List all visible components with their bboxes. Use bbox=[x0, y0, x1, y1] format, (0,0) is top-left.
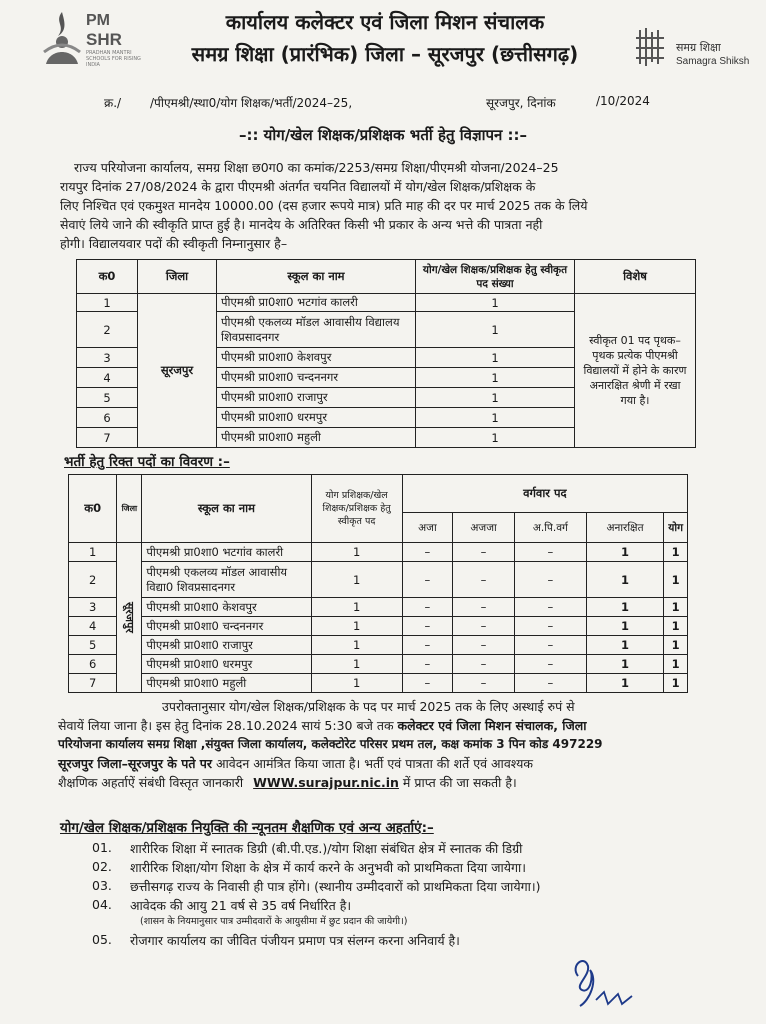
table-row bbox=[69, 674, 688, 693]
col-header: योग प्रशिक्षक/खेल शिक्षक/प्रशिक्षक हेतु स्वीकृत पद bbox=[311, 475, 402, 543]
st-cell: – bbox=[453, 674, 515, 693]
st-cell: – bbox=[453, 636, 515, 655]
sn-cell: 5 bbox=[69, 636, 117, 655]
table-row bbox=[77, 294, 696, 312]
intro-line: रायपुर दिनांक 27/08/2024 के द्वारा पीएमश्री अंतर्गत चयनित विद्यालयों में योग/खेल शिक्षक/प्रशिक्षक के bbox=[60, 179, 536, 194]
requirement-item bbox=[0, 840, 766, 858]
sub-header: अनारक्षित bbox=[586, 513, 663, 543]
school-cell: पीएमश्री प्रा0शा0 राजापुर bbox=[142, 636, 311, 655]
sub-header: अजा bbox=[402, 513, 452, 543]
school-cell: पीएमश्री प्रा0शा0 भटगांव कालरी bbox=[142, 543, 311, 562]
obc-cell: – bbox=[515, 598, 587, 617]
sn-cell: 1 bbox=[69, 543, 117, 562]
school-cell: पीएमश्री प्रा0शा0 महुली bbox=[142, 674, 311, 693]
req-num: 02. bbox=[92, 859, 112, 874]
posts-cell: 1 bbox=[416, 408, 575, 428]
vacancy-table bbox=[68, 474, 688, 693]
sn-cell: 6 bbox=[77, 408, 138, 428]
total-cell: 1 bbox=[664, 636, 688, 655]
col-header: क0 bbox=[69, 475, 117, 543]
col-header: वर्गवार पद bbox=[402, 475, 687, 513]
total-cell: 1 bbox=[664, 543, 688, 562]
posts-cell: 1 bbox=[416, 294, 575, 312]
sub-header: योग bbox=[664, 513, 688, 543]
para-line bbox=[58, 716, 710, 735]
table-row bbox=[69, 655, 688, 674]
sub-header: अ.पि.वर्ग bbox=[515, 513, 587, 543]
para-line: परियोजना कार्यालय समग्र शिक्षा ,संयुक्त जिला कार्यालय, कलेक्टोरेट परिसर प्रथम तल, कक्ष कमांक 3 पिन कोड 497229 bbox=[58, 737, 603, 751]
obc-cell: – bbox=[515, 543, 587, 562]
sn-cell: 2 bbox=[69, 562, 117, 598]
intro-line: होगी। विद्यालयवार पदों की स्वीकृती निम्नानुसार है– bbox=[60, 236, 288, 251]
posts-cell: 1 bbox=[416, 388, 575, 408]
total-cell: 1 bbox=[664, 617, 688, 636]
req-text: रोजगार कार्यालय का जीवित पंजीयन प्रमाण पत्र संलग्न करना अनिवार्य है। bbox=[130, 933, 460, 948]
ur-cell: 1 bbox=[586, 674, 663, 693]
para-text: आवेदन आमंत्रित किया जाता है। भर्ती एवं पात्रता की शर्ते एवं आवश्यक bbox=[212, 756, 533, 771]
total-cell: 1 bbox=[664, 655, 688, 674]
school-cell: पीएमश्री एकलव्य मॉडल आवासीय विद्यालय शिवप्रसादनगर bbox=[217, 312, 416, 348]
col-header: स्कूल का नाम bbox=[217, 260, 416, 294]
col-header: विशेष bbox=[575, 260, 696, 294]
st-cell: – bbox=[453, 562, 515, 598]
st-cell: – bbox=[453, 543, 515, 562]
sn-cell: 6 bbox=[69, 655, 117, 674]
posts-cell: 1 bbox=[311, 598, 402, 617]
sc-cell: – bbox=[402, 636, 452, 655]
ref-code: /पीएमश्री/स्था0/योग शिक्षक/भर्ती/2024–25, bbox=[150, 96, 353, 110]
sc-cell: – bbox=[402, 674, 452, 693]
grid-pencil-icon bbox=[636, 26, 664, 68]
para-line: उपरोक्तानुसार योग/खेल शिक्षक/प्रशिक्षक के पद पर मार्च 2025 तक के लिए अस्थाई रुपं से bbox=[162, 699, 575, 714]
sc-cell: – bbox=[402, 543, 452, 562]
school-cell: पीएमश्री प्रा0शा0 चन्दननगर bbox=[217, 368, 416, 388]
table-row bbox=[69, 617, 688, 636]
sn-cell: 7 bbox=[69, 674, 117, 693]
posts-cell: 1 bbox=[311, 543, 402, 562]
req-text: छत्तीसगढ़ राज्य के निवासी ही पात्र होंगे। (स्थानीय उम्मीदवारों को प्राथमिकता दिया जायेगा।) bbox=[130, 879, 541, 894]
requirements-heading: योग/खेल शिक्षक/प्रशिक्षक नियुक्ति की न्यूनतम शैक्षणिक एवं अन्य अहर्ताएं:– bbox=[60, 820, 434, 836]
posts-cell: 1 bbox=[416, 428, 575, 448]
col-header: जिला bbox=[117, 475, 142, 543]
total-cell: 1 bbox=[664, 598, 688, 617]
samagra-shiksha-logo bbox=[636, 26, 664, 68]
table-row bbox=[69, 562, 688, 598]
req-text: आवेदक की आयु 21 वर्ष से 35 वर्ष निर्धारित है। bbox=[130, 898, 352, 913]
ur-cell: 1 bbox=[586, 617, 663, 636]
posts-cell: 1 bbox=[311, 636, 402, 655]
sc-cell: – bbox=[402, 655, 452, 674]
ur-cell: 1 bbox=[586, 598, 663, 617]
para-line bbox=[58, 773, 710, 792]
col-header: योग/खेल शिक्षक/प्रशिक्षक हेतु स्वीकृत पद संख्या bbox=[416, 260, 575, 294]
sn-cell: 3 bbox=[69, 598, 117, 617]
para-text: में प्राप्त की जा सकती है। bbox=[398, 775, 517, 790]
remark-cell: स्वीकृत 01 पद पृथक–पृथक प्रत्येक पीएमश्री विद्यालयों में होने के कारण अनारक्षित श्रेणी में रखा गया है। bbox=[575, 294, 696, 448]
signature bbox=[560, 946, 660, 1016]
office-subtitle: समग्र शिक्षा (प्रारंभिक) जिला – सूरजपुर (छत्तीसगढ़) bbox=[191, 42, 579, 66]
application-paragraph bbox=[58, 697, 710, 792]
posts-cell: 1 bbox=[416, 312, 575, 348]
obc-cell: – bbox=[515, 674, 587, 693]
sn-cell: 5 bbox=[77, 388, 138, 408]
intro-line: राज्य परियोजना कार्यालय, समग्र शिक्षा छ0ग0 का कमांक/2253/समग्र शिक्षा/पीएमश्री योजना/2024–25 bbox=[74, 160, 559, 175]
advertisement-heading: –:: योग/खेल शिक्षक/प्रशिक्षक भर्ती हेतु विज्ञापन ::– bbox=[238, 126, 528, 144]
school-cell: पीएमश्री प्रा0शा0 भटगांव कालरी bbox=[217, 294, 416, 312]
samagra-hindi: समग्र शिक्षा bbox=[676, 41, 721, 54]
samagra-english: Samagra Shiksh bbox=[676, 56, 750, 67]
req-num: 01. bbox=[92, 840, 112, 855]
total-cell: 1 bbox=[664, 562, 688, 598]
sn-cell: 2 bbox=[77, 312, 138, 348]
age-relaxation-note: (शासन के नियमानुसार पात्र उम्मीदवारों के आयुसीमा में छुट प्रदान की जायेगी।) bbox=[140, 916, 408, 927]
school-cell: पीएमश्री प्रा0शा0 केशवपुर bbox=[142, 598, 311, 617]
col-header: स्कूल का नाम bbox=[142, 475, 311, 543]
school-cell: पीएमश्री प्रा0शा0 राजापुर bbox=[217, 388, 416, 408]
posts-cell: 1 bbox=[311, 655, 402, 674]
st-cell: – bbox=[453, 598, 515, 617]
district-cell: सूरजपुर bbox=[138, 294, 217, 448]
vacancy-heading: भर्ती हेतु रिक्त पदों का विवरण :– bbox=[64, 454, 230, 470]
sn-cell: 1 bbox=[77, 294, 138, 312]
website-link[interactable]: WWW.surajpur.nic.in bbox=[253, 775, 399, 790]
posts-cell: 1 bbox=[416, 348, 575, 368]
requirement-item bbox=[0, 878, 766, 896]
school-cell: पीएमश्री प्रा0शा0 महुली bbox=[217, 428, 416, 448]
intro-line: लिए निश्चित एवं एकमुश्त मानदेय 10000.00 (दस हजार रूपये मात्र) प्रति माह की दर पर मार्च 2025 तक के लिये bbox=[60, 198, 588, 213]
ref-kra: क्र./ bbox=[104, 96, 122, 110]
ref-place-date: सूरजपुर, दिनांक bbox=[486, 96, 556, 110]
school-cell: पीएमश्री प्रा0शा0 केशवपुर bbox=[217, 348, 416, 368]
intro-line: सेवाएं लिये जाने की स्वीकृति प्राप्त हुई है। मानदेय के अतिरिक्त किसी भी प्रकार के अन्य भत्ते की पात्रता नही bbox=[60, 217, 543, 232]
req-text: शारीरिक शिक्षा में स्नातक डिग्री (बी.पी.एड.)/योग शिक्षा संबंधित क्षेत्र में स्नातक की डिग्री bbox=[130, 841, 523, 856]
ur-cell: 1 bbox=[586, 655, 663, 674]
sn-cell: 3 bbox=[77, 348, 138, 368]
para-text: शैक्षणिक अहर्ताऐं संबंधी विस्तृत जानकारी bbox=[58, 775, 248, 790]
ur-cell: 1 bbox=[586, 543, 663, 562]
posts-cell: 1 bbox=[311, 674, 402, 693]
ur-cell: 1 bbox=[586, 562, 663, 598]
sn-cell: 4 bbox=[77, 368, 138, 388]
office-title: कार्यालय कलेक्टर एवं जिला मिशन संचालक bbox=[225, 10, 545, 34]
col-header: क0 bbox=[77, 260, 138, 294]
table-row bbox=[69, 636, 688, 655]
req-num: 03. bbox=[92, 878, 112, 893]
sanction-table bbox=[76, 259, 696, 448]
school-cell: पीएमश्री प्रा0शा0 धरमपुर bbox=[217, 408, 416, 428]
sn-cell: 4 bbox=[69, 617, 117, 636]
posts-cell: 1 bbox=[416, 368, 575, 388]
req-num: 05. bbox=[92, 932, 112, 947]
requirement-item bbox=[0, 897, 766, 915]
sub-header: अजजा bbox=[453, 513, 515, 543]
table-row bbox=[69, 598, 688, 617]
posts-cell: 1 bbox=[311, 562, 402, 598]
sn-cell: 7 bbox=[77, 428, 138, 448]
logo-shr-text: SHR bbox=[86, 30, 122, 49]
sc-cell: – bbox=[402, 617, 452, 636]
req-text: शारीरिक शिक्षा/योग शिक्षा के क्षेत्र में कार्य करने के अनुभवी को प्राथमिकता दिया जायेगा। bbox=[130, 860, 527, 875]
intro-paragraph bbox=[60, 158, 710, 253]
school-cell: पीएमश्री प्रा0शा0 धरमपुर bbox=[142, 655, 311, 674]
ur-cell: 1 bbox=[586, 636, 663, 655]
total-cell: 1 bbox=[664, 674, 688, 693]
para-text: सेवायें लिया जाना है। इस हेतु दिनांक 28.10.2024 सायं 5:30 बजे तक bbox=[58, 718, 398, 733]
obc-cell: – bbox=[515, 562, 587, 598]
st-cell: – bbox=[453, 655, 515, 674]
obc-cell: – bbox=[515, 617, 587, 636]
col-header: जिला bbox=[138, 260, 217, 294]
ref-date: /10/2024 bbox=[596, 94, 650, 108]
obc-cell: – bbox=[515, 655, 587, 674]
table-row bbox=[69, 543, 688, 562]
para-line bbox=[58, 754, 710, 773]
pm-shri-logo bbox=[40, 8, 140, 66]
district-vertical: सूरजपुर bbox=[122, 602, 136, 633]
logo-pm-text: PM bbox=[86, 12, 110, 29]
logo-sub-text: PRADHAN MANTRI SCHOOLS FOR RISING INDIA bbox=[86, 50, 141, 68]
obc-cell: – bbox=[515, 636, 587, 655]
flame-person-icon bbox=[40, 8, 84, 66]
requirement-item bbox=[0, 859, 766, 877]
posts-cell: 1 bbox=[311, 617, 402, 636]
district-cell bbox=[117, 543, 142, 693]
para-bold: कलेक्टर एवं जिला मिशन संचालक, जिला bbox=[397, 718, 587, 733]
sc-cell: – bbox=[402, 598, 452, 617]
para-bold: सूरजपुर जिला–सूरजपुर के पते पर bbox=[58, 756, 213, 771]
st-cell: – bbox=[453, 617, 515, 636]
school-cell: पीएमश्री एकलव्य मॉडल आवासीय विद्या0 शिवप्रसादनगर bbox=[142, 562, 311, 598]
sc-cell: – bbox=[402, 562, 452, 598]
req-num: 04. bbox=[92, 897, 112, 912]
school-cell: पीएमश्री प्रा0शा0 चन्दननगर bbox=[142, 617, 311, 636]
